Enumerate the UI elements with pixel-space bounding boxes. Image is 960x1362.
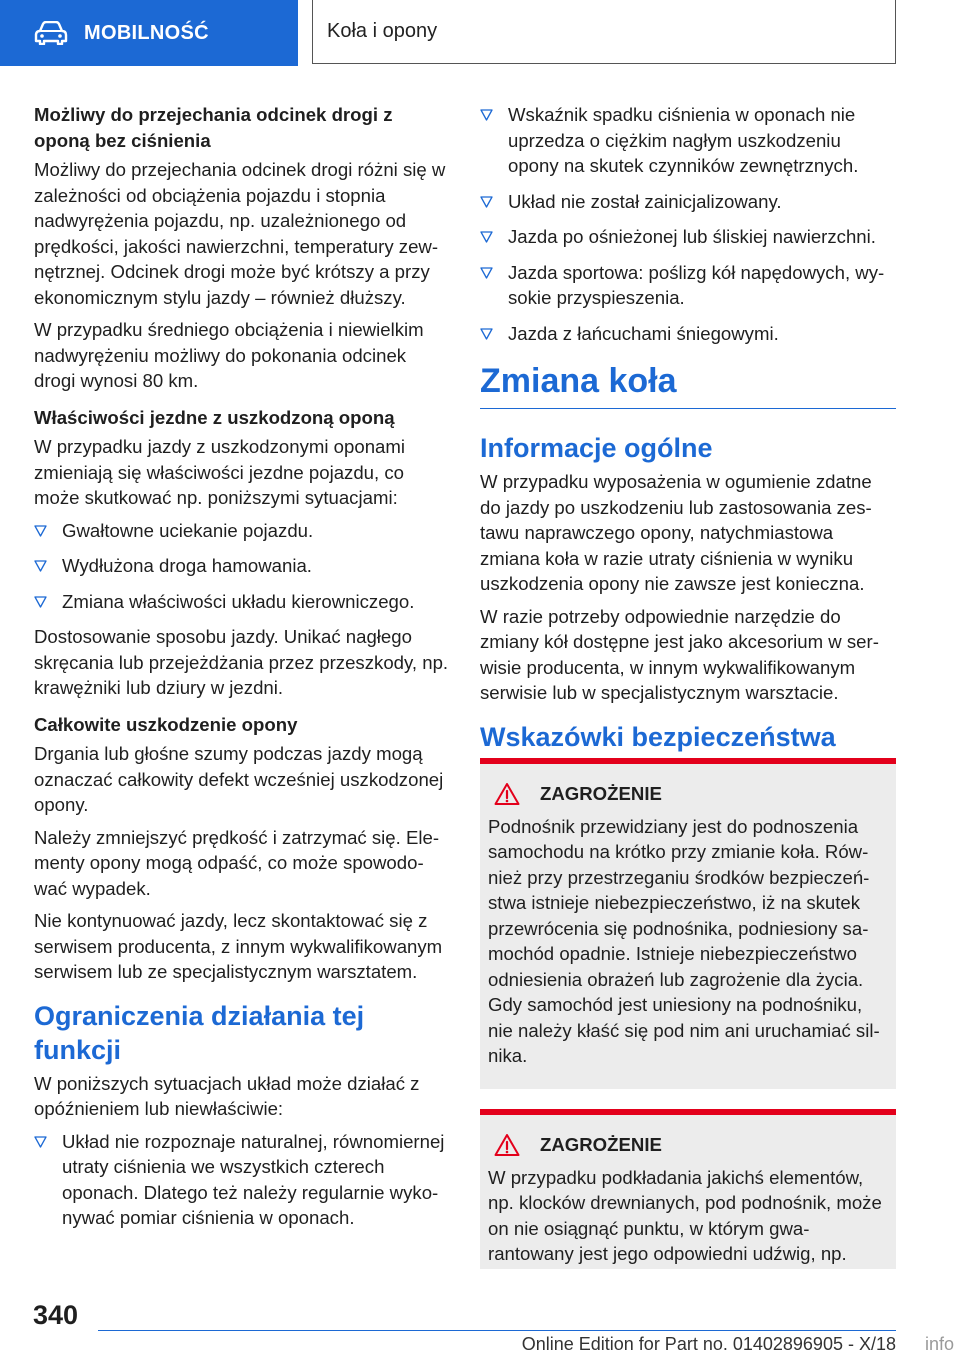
triangle-bullet-icon — [34, 560, 47, 572]
warning-text: Podnośnik przewidziany jest do podnoszenia samochodu na krótko przy zmianie koła. Również przy przestrzeganiu środków bezpieczeństwa istnieje niebezpieczeństwo, iż na skutek przewrócenia się podnośnika, podniesiony samochód opadnie. Istnieje niebezpieczeństwo odniesienia obrażeń lub zagrożenie dla życia. Gdy samochód jest uniesiony na podnośniku, nie należy kłaść się pod nim ani uruchamiać silnika. — [488, 815, 880, 1066]
page-footer — [0, 1290, 960, 1362]
list-item: Jazda z łańcuchami śniegowymi. — [480, 321, 896, 347]
list-item: Układ nie rozpoznaje naturalnej, równomiernej utraty ciśnienia we wszystkich czterech oponach. Dlatego też należy regularnie wykonywać pomiar ciśnienia w oponach. — [34, 1129, 450, 1231]
heading-safety: Wskazówki bezpieczeństwa — [480, 721, 836, 752]
subheading-distance: Możliwy do przejechania odcinek drogi z oponą bez ciśnienia — [34, 104, 393, 151]
list-item: Gwałtowne uciekanie pojazdu. — [34, 518, 450, 544]
warning-title — [488, 782, 888, 806]
footer-divider — [98, 1330, 896, 1331]
paragraph: W przypadku średniego obciążenia i niewielkim nadwyrężeniu możliwy do pokonania odcinek drogi wynosi 80 km. — [34, 319, 424, 391]
watermark: info — [924, 1334, 954, 1354]
warning-triangle-icon — [494, 1133, 520, 1157]
list-item: Jazda po ośnieżonej lub śliskiej nawierzchni. — [480, 224, 896, 250]
paragraph: Należy zmniejszyć prędkość i zatrzymać się. Elementy opony mogą odpaść, co może spowodować wypadek. — [34, 826, 440, 899]
warning-label: ZAGROŻENIE — [540, 782, 662, 804]
triangle-bullet-icon — [34, 596, 47, 608]
paragraph: W razie potrzeby odpowiednie narzędzie do zmiany kół dostępne jest jako akcesorium w serwisie producenta, w innym wykwalifikowanym serwisie lub w specjalistycznym warsztacie. — [480, 605, 879, 703]
topic-box — [312, 0, 896, 64]
triangle-bullet-icon — [480, 109, 493, 121]
paragraph: Drgania lub głośne szumy podczas jazdy mogą oznaczać całkowity defekt wcześniej uszkodzonej opony. — [34, 743, 444, 815]
heading-general-info: Informacje ogólne — [480, 433, 713, 463]
topic-label: Koła i opony — [327, 20, 438, 42]
subheading-total-damage: Całkowite uszkodzenie opony — [34, 713, 298, 735]
bullet-list — [480, 102, 896, 346]
subheading-driving-properties: Właściwości jezdne z uszkodzoną oponą — [34, 406, 395, 428]
heading-wheel-change: Zmiana koła — [480, 360, 896, 409]
list-item: Wskaźnik spadku ciśnienia w oponach nie uprzedza o ciężkim nagłym uszkodzeniu opony na skutek czynników zewnętrznych. — [480, 102, 896, 179]
paragraph: Dostosowanie sposobu jazdy. Unikać nagłego skręcania lub przejeżdżania przez przeszkody, np. krawężniki lub dziury w jezdni. — [34, 626, 449, 698]
list-item: Układ nie został zainicjalizowany. — [480, 189, 896, 215]
page-header — [0, 0, 960, 66]
section-tab — [0, 0, 298, 66]
right-column — [480, 102, 896, 1269]
warning-box — [480, 758, 896, 1089]
list-item: Zmiana właściwości układu kierowniczego. — [34, 589, 450, 615]
page-number: 340 — [33, 1300, 79, 1330]
bullet-list — [34, 518, 450, 615]
car-icon — [34, 21, 68, 45]
left-column — [34, 102, 450, 1241]
section-label: MOBILNOŚĆ — [84, 21, 209, 44]
triangle-bullet-icon — [34, 1136, 47, 1148]
warning-title — [488, 1133, 888, 1157]
paragraph: W przypadku wyposażenia w ogumienie zdatne do jazdy po uszkodzeniu lub zastosowania zestawu naprawczego opony, natychmiastowa zmiana koła w razie utraty ciśnienia w wyniku uszkodzenia opony nie zawsze jest konieczna. — [480, 471, 872, 594]
triangle-bullet-icon — [34, 525, 47, 537]
warning-label: ZAGROŻENIE — [540, 1133, 662, 1155]
triangle-bullet-icon — [480, 231, 493, 243]
warning-text: W przypadku podkładania jakichś elementów, np. klocków drewnianych, pod podnośnik, może on nie osiągnąć punktu, w którym gwarantowany jest jego odpowiedni udźwig, np. — [488, 1166, 882, 1264]
paragraph: Możliwy do przejechania odcinek drogi różni się w zależności od obciążenia pojazdu i stopnia nadwyrężenia pojazdu, np. uzależnionego od prędkości, jakości nawierzchni, temperatury zewnętrznej. Odcinek drogi może być krótszy a przy ekonomicznym stylu jazdy – również dłuższy. — [34, 159, 446, 308]
list-item: Jazda sportowa: poślizg kół napędowych, wysokie przyspieszenia. — [480, 260, 896, 311]
triangle-bullet-icon — [480, 196, 493, 208]
warning-box — [480, 1109, 896, 1269]
heading-limitations: Ograniczenia działania tej funkcji — [34, 1000, 365, 1065]
paragraph: W przypadku jazdy z uszkodzonymi oponami zmieniają się właściwości jezdne pojazdu, co może skutkować np. poniższymi sytuacjami: — [34, 436, 406, 508]
bullet-list — [34, 1129, 450, 1231]
paragraph: Nie kontynuować jazdy, lecz skontaktować się z serwisem producenta, z innym wykwalifikowanym serwisem lub ze specjalistycznym warsztatem. — [34, 910, 443, 982]
list-item: Wydłużona droga hamowania. — [34, 553, 450, 579]
edition-text: Online Edition for Part no. 01402896905 - X/18 — [521, 1334, 896, 1354]
triangle-bullet-icon — [480, 267, 493, 279]
paragraph: W poniższych sytuacjach układ może działać z opóźnieniem lub niewłaściwie: — [34, 1072, 420, 1119]
warning-triangle-icon — [494, 782, 520, 806]
triangle-bullet-icon — [480, 328, 493, 340]
